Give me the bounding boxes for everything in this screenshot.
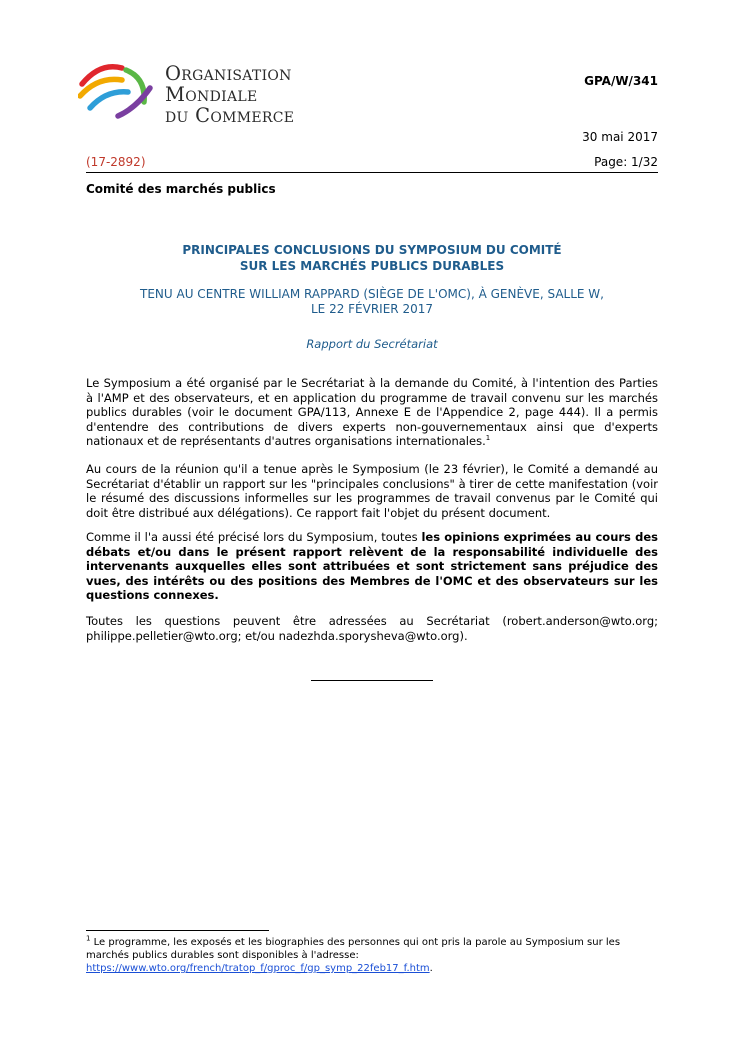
- document-reference: (17-2892): [86, 155, 146, 169]
- paragraph-2: [86, 462, 658, 520]
- wto-logo: [78, 58, 154, 120]
- footnote: [86, 936, 658, 975]
- subtitle-line1: TENU AU CENTRE WILLIAM RAPPARD (SIÈGE DE L'OMC), À GENÈVE, SALLE W,: [140, 287, 604, 301]
- subtitle-line2: LE 22 FÉVRIER 2017: [310, 302, 433, 316]
- org-name-line2: Mondiale: [165, 83, 258, 106]
- org-name-line1: Organisation: [165, 62, 292, 85]
- footnote-divider: [86, 930, 269, 931]
- document-date: 30 mai 2017: [582, 130, 658, 144]
- paragraph-1: [86, 376, 658, 449]
- footnote-link-suffix: .: [429, 963, 433, 974]
- paragraph-3-text: Comme il l'a aussi été précisé lors du Symposium, toutes: [86, 530, 422, 544]
- paragraph-2-text: Au cours de la réunion qu'il a tenue après le Symposium (le 23 février), le Comité a demandé au Secrétariat d'établir un rapport sur les "principales conclusions" à tirer de cette manifestation (voir le résumé des discussions informelles sur les programmes de travail convenus par le Comité qui doit être distribué aux délégations). Ce rapport fait l'objet du présent document.: [86, 462, 658, 520]
- committee-name: Comité des marchés publics: [86, 182, 276, 196]
- end-of-text-rule: [311, 680, 433, 681]
- logo-arc-blue: [90, 92, 128, 108]
- paragraph-4-text: Toutes les questions peuvent être adressées au Secrétariat (robert.anderson@wto.org; philippe.pelletier@wto.org; et/ou nadezhda.sporysheva@wto.org).: [86, 614, 658, 643]
- paragraph-3: [86, 530, 658, 603]
- document-title: [86, 242, 658, 274]
- paragraph-3-bold-text: les opinions exprimées au cours des débats et/ou dans le présent rapport relèvent de la responsabilité individuelle des intervenants auxquelles elles sont attribuées et sont strictement sans préjudice des vues, des intérêts ou des positions des Membres de l'OMC et des observateurs sur les questions connexes.: [86, 530, 658, 602]
- paragraph-4: [86, 614, 658, 643]
- organization-name: [165, 63, 294, 126]
- title-line1: PRINCIPALES CONCLUSIONS DU SYMPOSIUM DU COMITÉ: [182, 243, 562, 257]
- footnote-link[interactable]: https://www.wto.org/french/tratop_f/gproc_f/gp_symp_22feb17_f.htm: [86, 963, 430, 974]
- report-author: Rapport du Secrétariat: [306, 337, 438, 351]
- title-line2: SUR LES MARCHÉS PUBLICS DURABLES: [239, 259, 505, 273]
- document-subtitle: [86, 287, 658, 317]
- footnote-text: Le programme, les exposés et les biographies des personnes qui ont pris la parole au Symposium sur les marchés publics durables sont disponibles à l'adresse:: [86, 937, 621, 961]
- footnote-number: 1: [86, 934, 91, 943]
- document-symbol: GPA/W/341: [584, 74, 658, 88]
- header-divider: [86, 172, 658, 173]
- footnote-reference[interactable]: 1: [485, 434, 491, 443]
- page-number: Page: 1/32: [594, 155, 658, 169]
- org-name-line3: du Commerce: [165, 104, 295, 127]
- paragraph-1-text: Le Symposium a été organisé par le Secrétariat à la demande du Comité, à l'intention des Parties à l'AMP et des observateurs, et en application du programme de travail convenu sur les marchés publics durables (voir le document GPA/113, Annexe E de l'Appendice 2, page 444). Il a permis d'entendre des contributions de divers experts non-gouvernementaux ainsi que d'experts nationaux et de représentants d'autres organisations internationales.: [86, 376, 658, 448]
